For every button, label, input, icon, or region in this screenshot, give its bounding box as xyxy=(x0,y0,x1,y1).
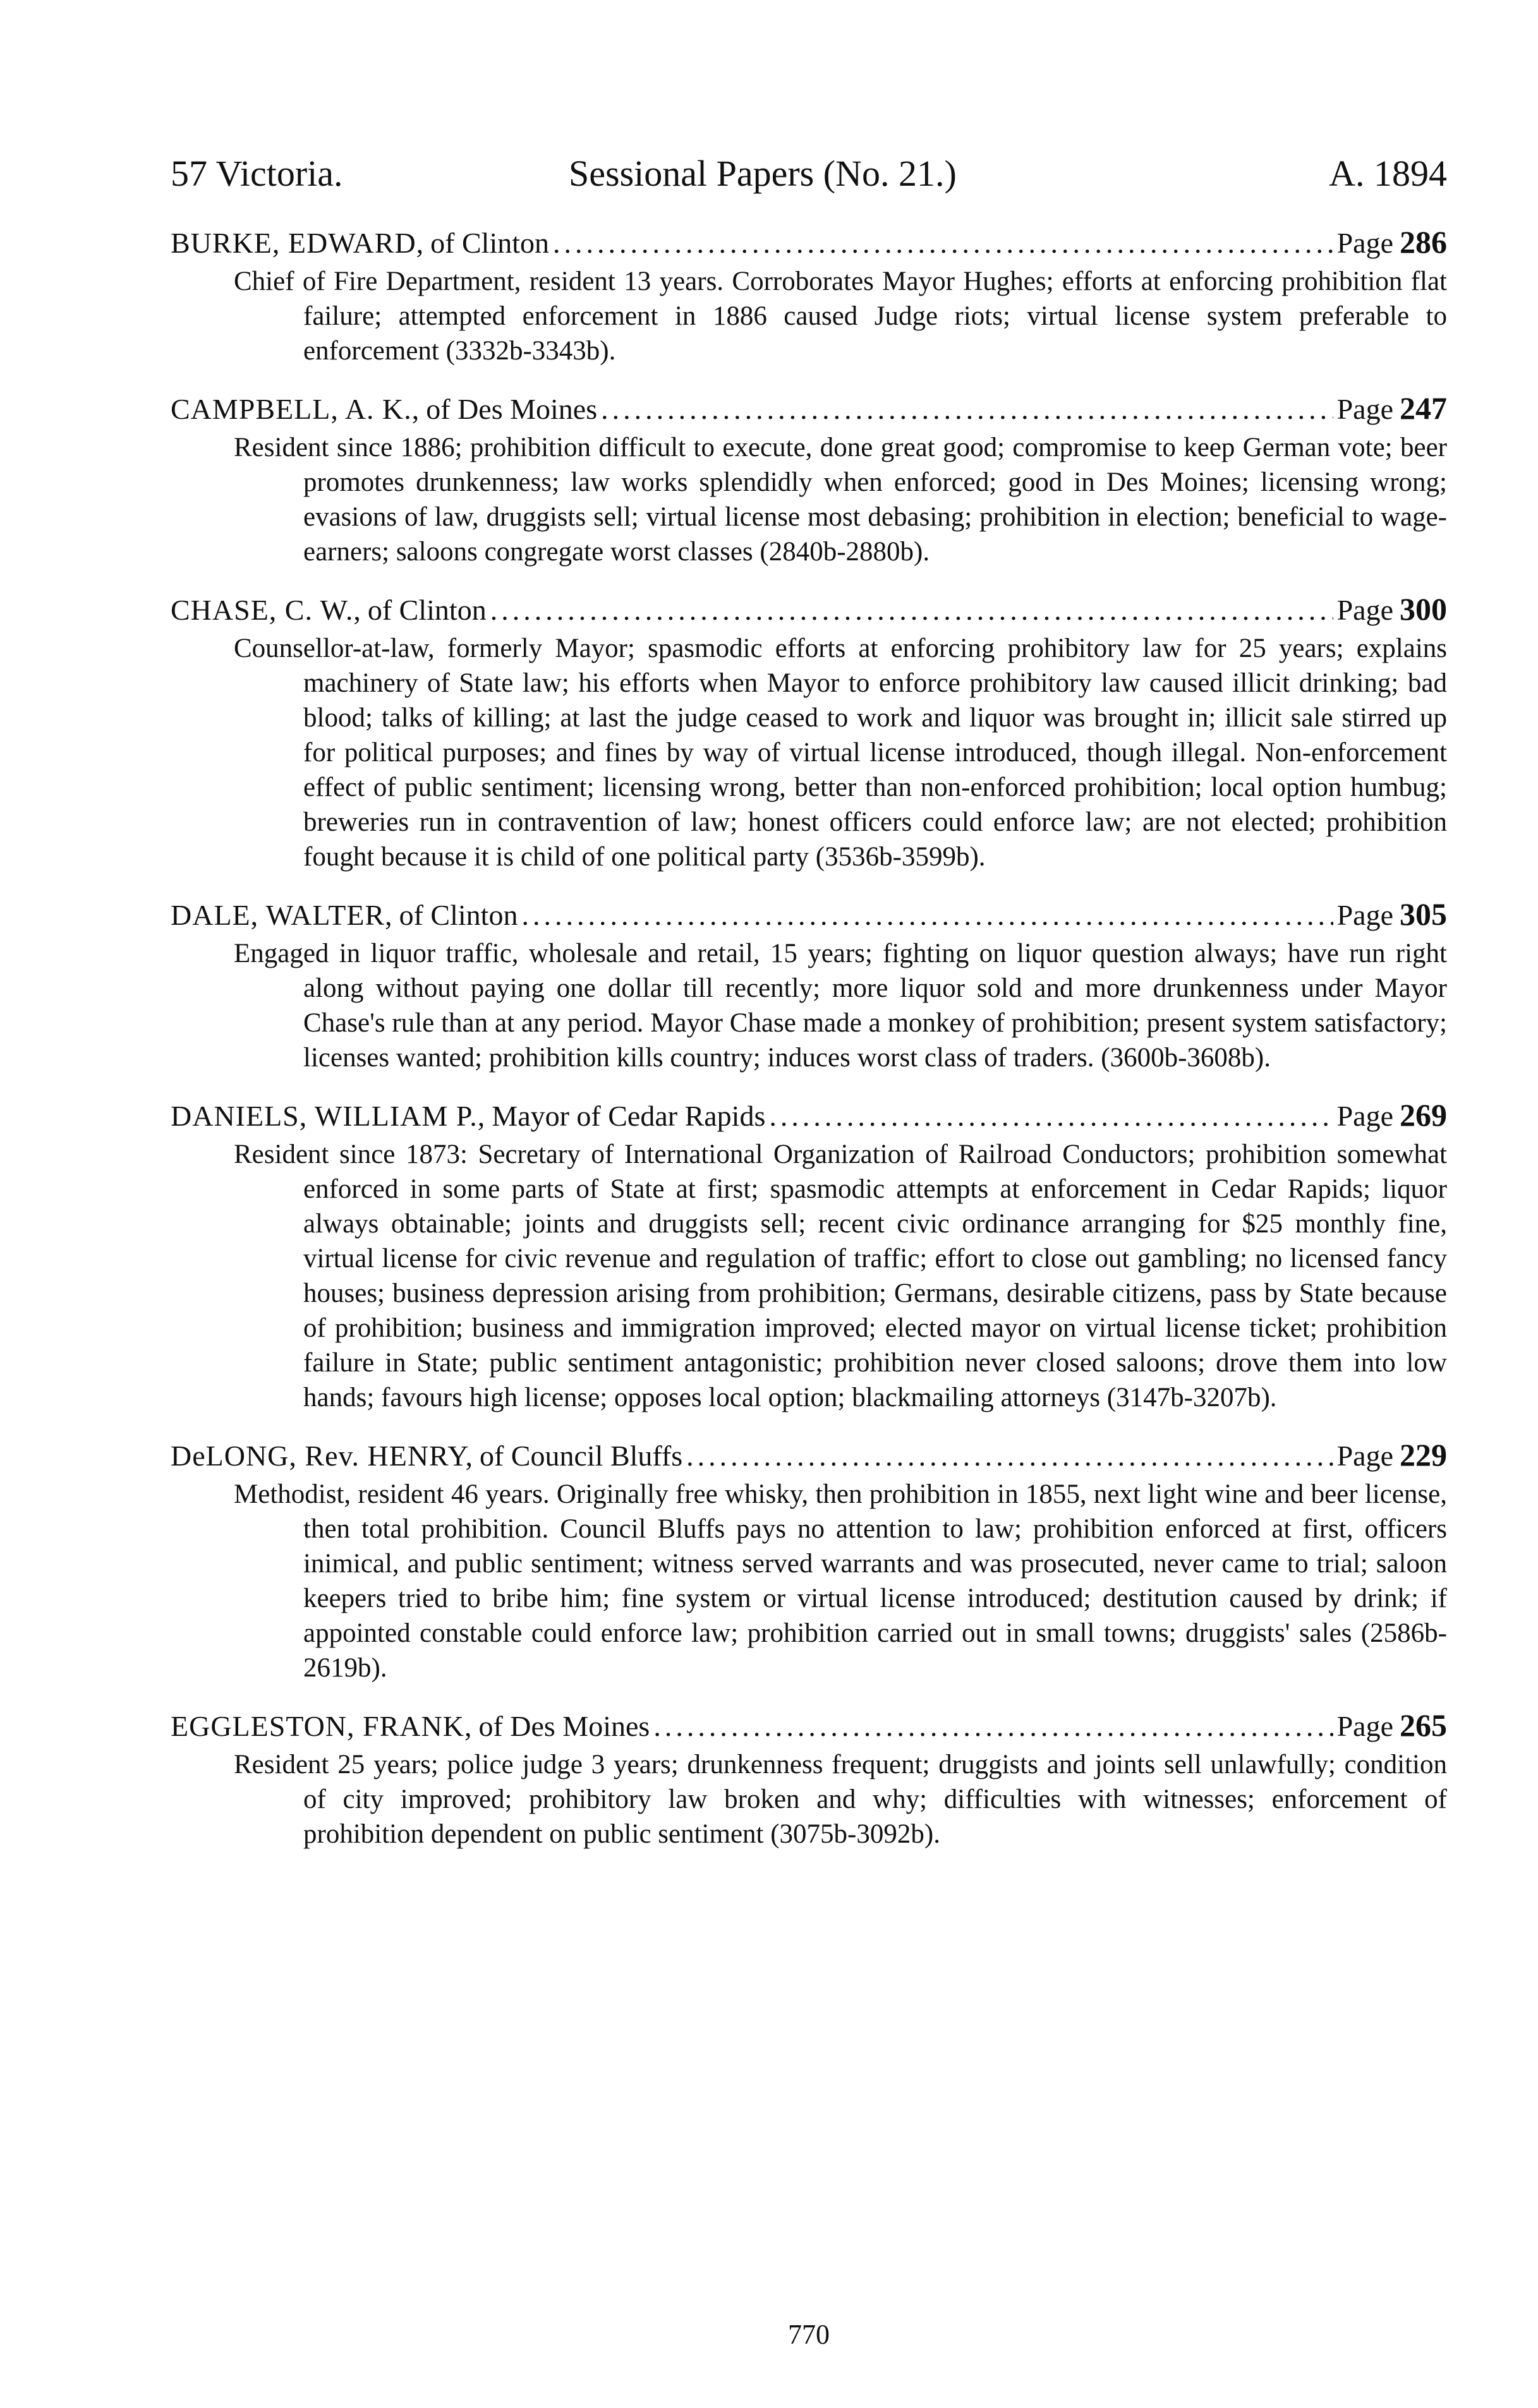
page-label: Page xyxy=(1336,1710,1393,1742)
entry-heading xyxy=(171,896,1447,934)
page-number: 229 xyxy=(1400,1437,1447,1472)
dot-leader xyxy=(521,897,1333,934)
running-head xyxy=(171,145,1447,202)
page-label: Page xyxy=(1336,1100,1393,1132)
dot-leader xyxy=(553,225,1333,262)
dot-leader xyxy=(686,1438,1333,1474)
witness-place: of Clinton xyxy=(399,899,518,931)
entry-summary: Counsellor-at-law, formerly Mayor; spasmodic efforts at enforcing prohibitory law for 25 years; explains machinery of State law; his efforts when Mayor to enforce prohibitory law caused illicit drinking; bad blood; talks of killing; at last the judge ceased to work and liquor was brought in; illicit sale stirred up for political purposes; and fines by way of virtual license introduced, though illegal. Non-enforcement effect of public sentiment; licensing wrong, better than non-enforced prohibition; local option humbug; breweries run in contravention of law; honest officers could enforce law; are not elected; prohibition fought because it is child of one political party (3536b-3599b). xyxy=(234,634,1447,872)
entry-summary: Resident since 1886; prohibition difficult to execute, done great good; compromise to keep German vote; beer promotes drunkenness; law works splendidly when enforced; good in Des Moines; licensing wrong; evasions of law, druggists sell; virtual license most debasing; prohibition in election; beneficial to wage-earners; saloons congregate worst classes (2840b-2880b). xyxy=(234,433,1447,567)
page-label: Page xyxy=(1336,393,1393,425)
page-number: 305 xyxy=(1400,896,1447,932)
dot-leader xyxy=(769,1098,1333,1135)
running-head-right: A. 1894 xyxy=(1329,153,1447,194)
entry-heading xyxy=(171,591,1447,629)
page-folio: 770 xyxy=(788,2319,830,2350)
witness-place: of Des Moines xyxy=(426,393,598,425)
entry-heading xyxy=(171,1436,1447,1474)
entry-heading xyxy=(171,224,1447,262)
dot-leader xyxy=(601,391,1333,428)
entry-summary: Resident since 1873: Secretary of International Organization of Railroad Conductors; prohibition somewhat enforced in some parts of State at first; spasmodic attempts at enforcement in Cedar Rapids; liquor always obtainable; joints and druggists sell; recent civic ordinance arranging for $25 monthly fine, virtual license for civic revenue and regulation of traffic; effort to close out gambling; no licensed fancy houses; business depression arising from prohibition; Germans, desirable citizens, pass by State because of prohibition; business and immigration improved; elected mayor on virtual license ticket; prohibition failure in State; public sentiment antagonistic; prohibition never closed saloons; drove them into low hands; favours high license; opposes local option; blackmailing attorneys (3147b-3207b). xyxy=(234,1140,1447,1412)
index-entry xyxy=(171,1707,1447,1851)
index-entry xyxy=(171,1097,1447,1415)
dot-leader xyxy=(653,1708,1333,1745)
witness-name: DANIELS, WILLIAM P., xyxy=(171,1100,486,1132)
index-entry xyxy=(171,390,1447,569)
entry-summary: Resident 25 years; police judge 3 years; drunkenness frequent; druggists and joints sell unlawfully; condition of city improved; prohibitory law broken and why; difficulties with witnesses; enforcement of prohibition dependent on public sentiment (3075b-3092b). xyxy=(234,1750,1447,1849)
entry-heading xyxy=(171,1707,1447,1745)
entry-summary: Methodist, resident 46 years. Originally free whisky, then prohibition in 1855, next light wine and beer license, then total prohibition. Council Bluffs pays no attention to law; prohibition enforced at first, officers inimical, and public sentiment; witness served warrants and was prosecuted, never came to trial; saloon keepers tried to bribe him; fine system or virtual license introduced; destitution caused by drink; if appointed constable could enforce law; prohibition carried out in small towns; druggists' sales (2586b-2619b). xyxy=(234,1479,1447,1683)
page-label: Page xyxy=(1336,1440,1393,1472)
page-number: 247 xyxy=(1400,390,1447,426)
page-number: 286 xyxy=(1400,224,1447,260)
index-entry xyxy=(171,896,1447,1075)
page-number: 300 xyxy=(1400,591,1447,627)
running-head-center: Sessional Papers (No. 21.) xyxy=(569,153,957,194)
witness-name: EGGLESTON, FRANK, xyxy=(171,1710,473,1742)
page-number: 265 xyxy=(1400,1707,1447,1743)
witness-name: BURKE, EDWARD, xyxy=(171,227,425,259)
document-page xyxy=(171,145,1447,2350)
index-entry xyxy=(171,224,1447,368)
witness-place: of Council Bluffs xyxy=(479,1440,683,1472)
running-head-left: 57 Victoria. xyxy=(171,153,343,194)
dot-leader xyxy=(490,592,1333,629)
entry-summary: Chief of Fire Department, resident 13 years. Corroborates Mayor Hughes; efforts at enforcing prohibition flat failure; attempted enforcement in 1886 caused Judge riots; virtual license system preferable to enforcement (3332b-3343b). xyxy=(234,267,1447,366)
entry-heading xyxy=(171,390,1447,428)
witness-name: DALE, WALTER, xyxy=(171,899,393,931)
witness-place: of Clinton xyxy=(367,594,487,626)
index-entry xyxy=(171,1436,1447,1685)
page-number: 269 xyxy=(1400,1097,1447,1133)
entry-heading xyxy=(171,1097,1447,1135)
page-label: Page xyxy=(1336,899,1393,931)
witness-place: Mayor of Cedar Rapids xyxy=(492,1100,766,1132)
witness-name: CHASE, C. W., xyxy=(171,594,361,626)
witness-place: of Des Moines xyxy=(478,1710,650,1742)
witness-name: DeLONG, Rev. HENRY, xyxy=(171,1440,473,1472)
witness-place: of Clinton xyxy=(430,227,550,259)
entry-summary: Engaged in liquor traffic, wholesale and retail, 15 years; fighting on liquor question always; have run right along without paying one dollar till recently; more liquor sold and more drunkenness under Mayor Chase's rule than at any period. Mayor Chase made a monkey of prohibition; present system satisfactory; licenses wanted; prohibition kills country; induces worst class of traders. (3600b-3608b). xyxy=(234,939,1447,1073)
index-entry xyxy=(171,591,1447,874)
page-label: Page xyxy=(1336,227,1393,259)
page-label: Page xyxy=(1336,594,1393,626)
witness-name: CAMPBELL, A. K., xyxy=(171,393,420,425)
